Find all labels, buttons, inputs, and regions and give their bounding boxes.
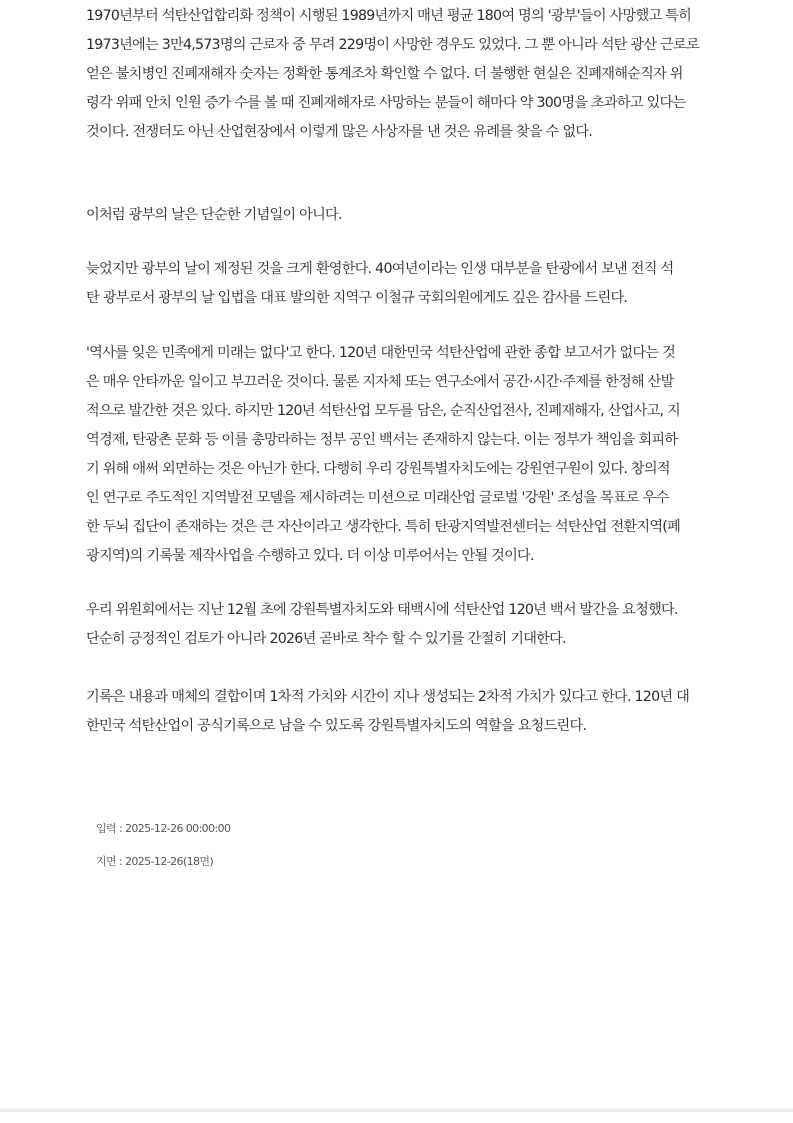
text-line: 기록은 내용과 매체의 결합이며 1차적 가치와 시간이 지나 생성되는 2차적 가치가 있다고 한다. 120년 대 — [86, 689, 690, 705]
print-edition-info: 지면 : 2025-12-26(18면) — [96, 855, 214, 868]
text-line: 인 연구로 주도적인 지역발전 모델을 제시하려는 미션으로 미래산업 글로벌 '강원' 조성을 목표로 우수 — [86, 490, 669, 506]
text-line: 한 두뇌 집단이 존재하는 것은 큰 자산이라고 생각한다. 특히 탄광지역발전센터는 석탄산업 전환지역(폐 — [86, 519, 681, 535]
text-line: 령각 위패 안치 인원 증가 수를 볼 때 진폐재해자로 사망하는 분들이 해마다 약 300명을 초과하고 있다는 — [86, 95, 686, 111]
text-line: 늦었지만 광부의 날이 제정된 것을 크게 환영한다. 40여년이라는 인생 대부분을 탄광에서 보낸 전직 석 — [86, 261, 674, 277]
text-line: 우리 위원회에서는 지난 12월 초에 강원특별자치도와 태백시에 석탄산업 120년 백서 발간을 요청했다. — [86, 602, 678, 618]
text-line: 1973년에는 3만4,573명의 근로자 중 무려 229명이 사망한 경우도 있었다. 그 뿐 아니라 석탄 광산 근로로 — [86, 37, 699, 53]
text-line: 기 위해 애써 외면하는 것은 아닌가 한다. 다행히 우리 강원특별자치도에는 강원연구원이 있다. 창의적 — [86, 461, 670, 477]
text-line: 단순히 긍정적인 검토가 아니라 2026년 곧바로 착수 할 수 있기를 간절히 기대한다. — [86, 631, 566, 647]
article-paragraph-6 — [86, 683, 689, 741]
text-line: 은 매우 안타까운 일이고 부끄러운 것이다. 물론 지자체 또는 연구소에서 공간·시간·주제를 한정해 산발 — [86, 374, 674, 390]
text-line: 탄 광부로서 광부의 날 입법을 대표 발의한 지역구 이철규 국회의원에게도 깊은 감사를 드린다. — [86, 290, 628, 306]
text-line: 1970년부터 석탄산업합리화 정책이 시행된 1989년까지 매년 평균 180여 명의 '광부'들이 사망했고 특히 — [86, 8, 692, 24]
text-line: 이처럼 광부의 날은 단순한 기념일이 아니다. — [86, 207, 342, 223]
text-line: 것이다. 전쟁터도 아닌 산업현장에서 이렇게 많은 사상자를 낸 것은 유례를 찾을 수 없다. — [86, 124, 593, 140]
article-paragraph-3 — [86, 255, 673, 313]
article-paragraph-1 — [86, 2, 699, 147]
text-line: '역사를 잊은 민족에게 미래는 없다'고 한다. 120년 대한민국 석탄산업에 관한 종합 보고서가 없다는 것 — [86, 345, 676, 361]
article-paragraph-2 — [86, 201, 342, 230]
text-line: 역경제, 탄광촌 문화 등 이를 총망라하는 정부 공인 백서는 존재하지 않는다. 이는 정부가 책임을 회피하 — [86, 432, 678, 448]
article-paragraph-5 — [86, 596, 678, 654]
text-line: 한민국 석탄산업이 공식기록으로 남을 수 있도록 강원특별자치도의 역할을 요청드린다. — [86, 718, 587, 734]
text-line: 광지역)의 기록물 제작사업을 수행하고 있다. 더 이상 미루어서는 안될 것이다. — [86, 548, 534, 564]
text-line: 얻은 불치병인 진폐재해자 숫자는 정확한 통계조차 확인할 수 없다. 더 불행한 현실은 진폐재해순직자 위 — [86, 66, 683, 82]
page-bottom-divider — [0, 1108, 793, 1112]
input-date: 입력 : 2025-12-26 00:00:00 — [96, 822, 231, 835]
text-line: 적으로 발간한 것은 있다. 하지만 120년 석탄산업 모두를 담은, 순직산업전사, 진폐재해자, 산업사고, 지 — [86, 403, 680, 419]
article-paragraph-4 — [86, 339, 680, 571]
